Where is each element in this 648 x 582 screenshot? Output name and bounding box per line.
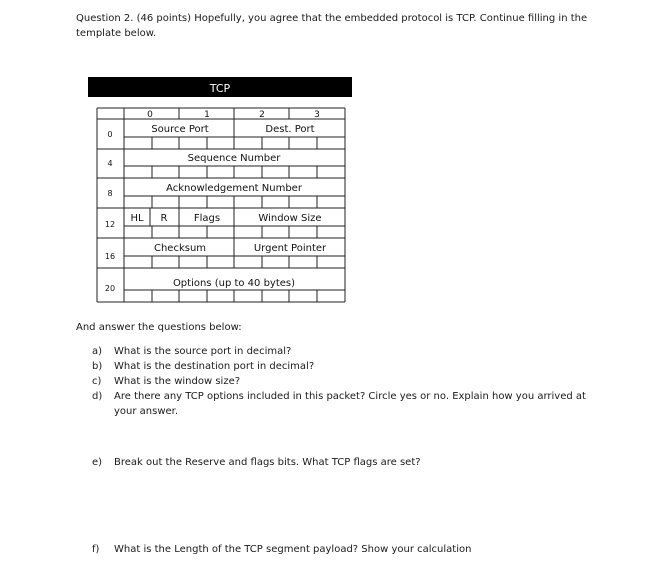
question-letter: f) — [92, 544, 100, 555]
field-sequence-number: Sequence Number — [187, 153, 281, 164]
field-ack-number: Acknowledgement Number — [166, 183, 302, 194]
question-text: What is the window size? — [114, 376, 241, 387]
byte-header-1: 1 — [204, 110, 210, 120]
field-hl: HL — [130, 213, 144, 224]
row-offset-20: 20 — [104, 284, 116, 293]
field-dest-port: Dest. Port — [265, 124, 315, 135]
question-text: Break out the Reserve and flags bits. What TCP flags are set? — [114, 457, 421, 468]
byte-header-3: 3 — [314, 110, 320, 120]
row-offset-16: 16 — [104, 252, 116, 261]
question-line-2: template below. — [76, 28, 157, 39]
field-urgent-pointer: Urgent Pointer — [253, 243, 327, 254]
question-a — [92, 345, 592, 358]
question-c — [92, 375, 592, 388]
question-letter: b) — [92, 361, 103, 372]
field-checksum: Checksum — [153, 243, 207, 254]
byte-header-2: 2 — [259, 110, 265, 120]
question-letter: a) — [92, 346, 103, 357]
question-text: Are there any TCP options included in this packet? Circle yes or no. Explain how you arrived at — [114, 391, 586, 402]
question-b — [92, 360, 592, 373]
question-line-1: Question 2. (46 points) Hopefully, you agree that the embedded protocol is TCP. Continue filling in the — [76, 13, 588, 24]
question-text: What is the destination port in decimal? — [114, 361, 315, 372]
field-flags: Flags — [193, 213, 221, 224]
question-letter: c) — [92, 376, 102, 387]
question-d — [92, 390, 612, 418]
question-text: What is the Length of the TCP segment payload? Show your calculation — [114, 544, 472, 555]
answer-intro: And answer the questions below: — [76, 322, 242, 333]
row-offset-0: 0 — [107, 130, 113, 139]
question-text-continued: your answer. — [114, 406, 179, 417]
field-window-size: Window Size — [258, 213, 322, 224]
question-letter: d) — [92, 391, 103, 402]
question-text: What is the source port in decimal? — [114, 346, 292, 357]
question-e — [92, 456, 592, 469]
byte-header-0: 0 — [147, 110, 153, 120]
field-r: R — [160, 213, 168, 224]
tcp-title: TCP — [209, 82, 231, 95]
row-offset-4: 4 — [107, 159, 113, 168]
question-letter: e) — [92, 457, 103, 468]
field-options: Options (up to 40 bytes) — [172, 278, 296, 289]
row-offset-8: 8 — [107, 189, 113, 198]
row-offset-12: 12 — [104, 220, 116, 229]
field-source-port: Source Port — [151, 124, 209, 135]
question-f — [92, 543, 592, 556]
